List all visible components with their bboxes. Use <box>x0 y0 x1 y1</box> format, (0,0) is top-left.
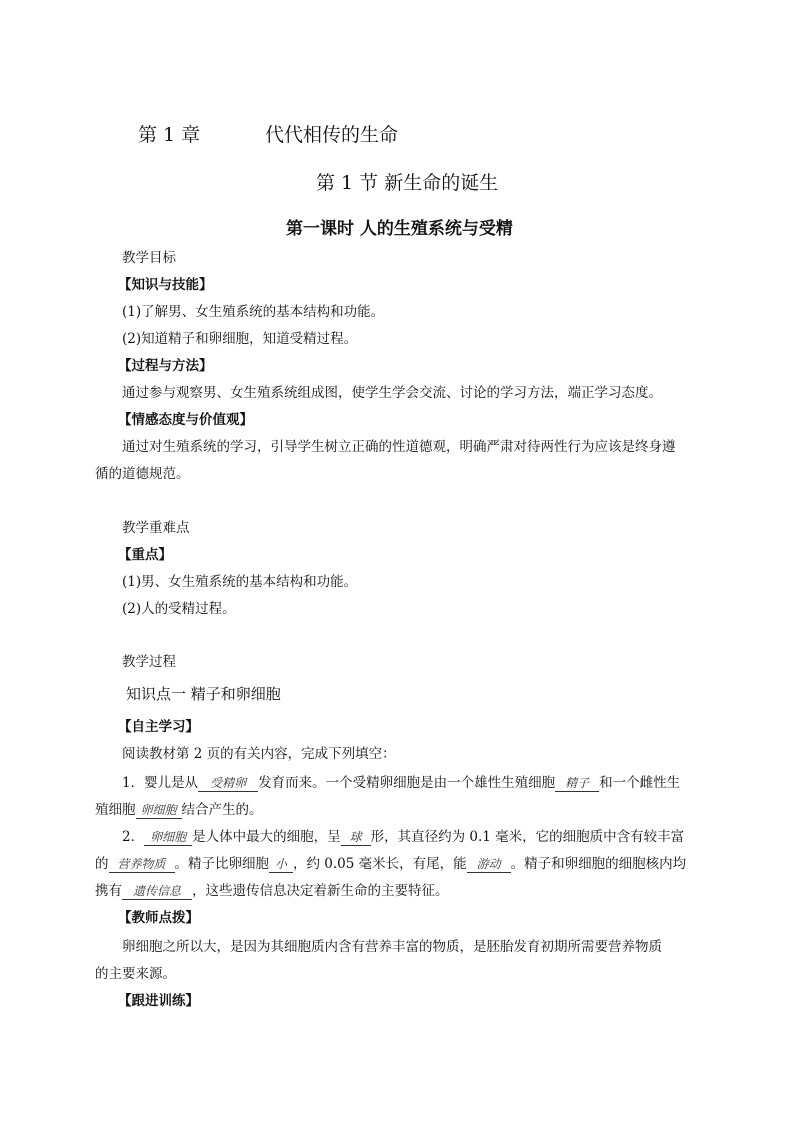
reading-instruction: 阅读教材第 2 页的有关内容，完成下列填空： <box>122 746 396 762</box>
question-2-line2 <box>95 854 686 874</box>
practice-heading: 【跟进训练】 <box>118 993 199 1009</box>
q2-answer-blank: 游动 <box>467 856 511 873</box>
self-study-heading: 【自主学习】 <box>118 719 199 735</box>
question-2-line3 <box>95 881 449 901</box>
q1-answer-blank: 精子 <box>555 775 599 792</box>
process-heading: 教学过程 <box>122 654 176 670</box>
q2-answer-blank: 小 <box>269 856 293 873</box>
q1-text-d: 殖细胞 <box>95 802 136 818</box>
teacher-tips-heading: 【教师点拨】 <box>118 910 199 926</box>
q1-answer-blank: 受精卵 <box>198 775 258 792</box>
process-method-heading: 【过程与方法】 <box>118 358 213 374</box>
q2-answer-blank: 营养物质 <box>109 856 175 873</box>
q2-answer-blank: 卵细胞 <box>144 829 192 846</box>
q1-text-e: 结合产生的。 <box>181 802 263 818</box>
objective-item: (1)了解男、女生殖系统的基本结构和功能。 <box>122 304 385 320</box>
attitude-values-line1: 通过对生殖系统的学习，引导学生树立正确的性道德观，明确严肃对待两性行为应该是终身遵 <box>122 439 676 455</box>
q1-answer-blank: 卵细胞 <box>136 802 182 819</box>
q2-number: 2． <box>122 829 145 845</box>
keypoints-heading: 教学重难点 <box>122 520 190 536</box>
q2-text-a: 是人体中最大的细胞，呈 <box>192 829 341 845</box>
q2-text-f: 。精子和卵细胞的细胞核内均 <box>510 856 687 872</box>
objective-item: (2)知道精子和卵细胞，知道受精过程。 <box>122 331 358 347</box>
q2-answer-blank: 球 <box>341 829 371 846</box>
keypoints-subheading: 【重点】 <box>118 547 172 563</box>
question-1-line1 <box>122 773 680 793</box>
q1-text-a: 1．婴儿是从 <box>122 775 199 791</box>
q2-text-d: 。精子比卵细胞 <box>174 856 269 872</box>
q2-text-g: 携有 <box>95 883 122 899</box>
keypoint-item: (1)男、女生殖系统的基本结构和功能。 <box>122 574 358 590</box>
q1-text-b: 发育而来。一个受精卵细胞是由一个雄性生殖细胞 <box>258 775 556 791</box>
q2-text-c: 的 <box>95 856 109 872</box>
process-method-text: 通过参与观察男、女生殖系统组成图，使学生学会交流、讨论的学习方法，端正学习态度。 <box>122 385 662 401</box>
attitude-values-heading: 【情感态度与价值观】 <box>118 412 253 428</box>
objectives-heading: 教学目标 <box>122 250 176 266</box>
teacher-tips-line1: 卵细胞之所以大，是因为其细胞质内含有营养丰富的物质，是胚胎发育初期所需要营养物质 <box>122 939 662 955</box>
keypoint-item: (2)人的受精过程。 <box>122 601 236 617</box>
lesson-title: 第一课时 人的生殖系统与受精 <box>286 219 513 239</box>
section-title: 第 1 节 新生命的诞生 <box>316 172 499 194</box>
knowledge-point-title: 知识点一 精子和卵细胞 <box>126 685 281 703</box>
question-1-line2 <box>95 800 263 820</box>
q1-text-c: 和一个雌性生 <box>599 775 681 791</box>
teacher-tips-line2: 的主要来源。 <box>95 966 176 982</box>
q2-text-b: 形，其直径约为 0.1 毫米，它的细胞质中含有较丰富 <box>370 829 685 845</box>
question-2-line1 <box>122 827 684 847</box>
chapter-number: 第 1 章 <box>138 124 201 146</box>
q2-text-h: ，这些遗传信息决定着新生命的主要特征。 <box>192 883 449 899</box>
q2-answer-blank: 遗传信息 <box>122 883 192 900</box>
chapter-title: 代代相传的生命 <box>265 124 399 146</box>
q2-text-e: ，约 0.05 毫米长，有尾，能 <box>293 856 467 872</box>
knowledge-skills-heading: 【知识与技能】 <box>118 277 213 293</box>
attitude-values-line2: 循的道德规范。 <box>95 466 190 482</box>
